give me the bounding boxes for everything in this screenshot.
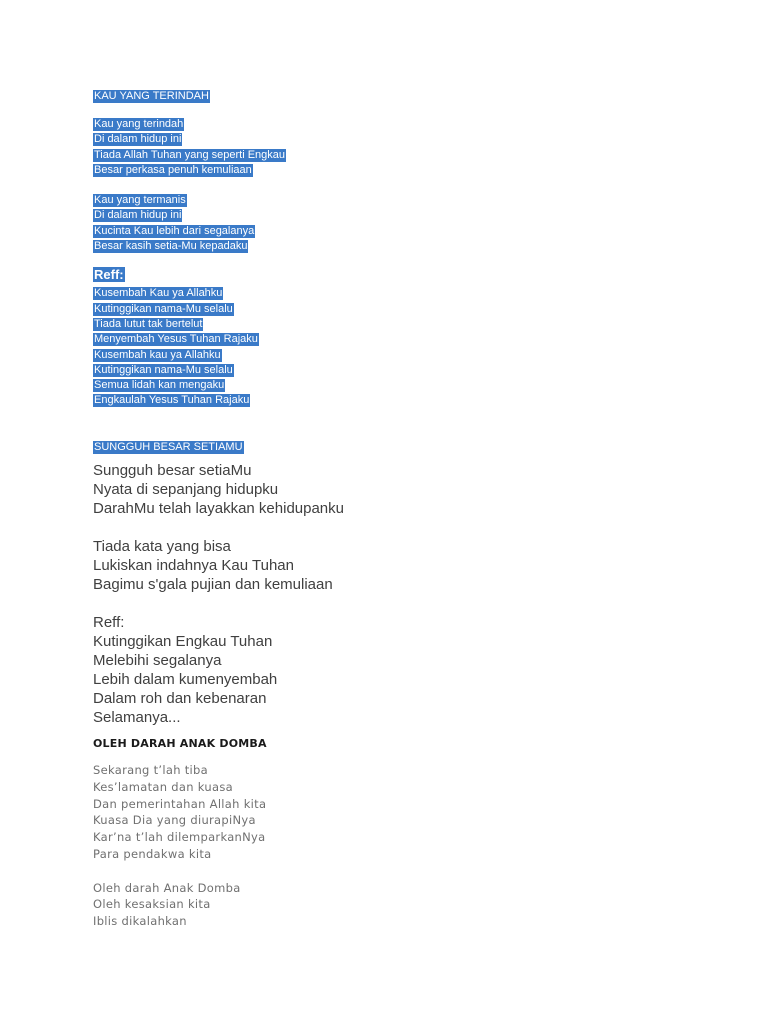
song-1-title: KAU YANG TERINDAH xyxy=(94,90,209,102)
song-2-title: SUNGGUH BESAR SETIAMU xyxy=(94,441,243,453)
lyric-line: Kuasa Dia yang diurapiNya xyxy=(93,813,256,828)
lyric-line: Bagimu s'gala pujian dan kemuliaan xyxy=(93,576,333,593)
reff-label: Reff: xyxy=(94,267,124,283)
lyric-line: Melebihi segalanya xyxy=(93,652,222,669)
lyric-line: Tiada lutut tak bertelut xyxy=(94,317,203,330)
lyric-line: DarahMu telah layakkan kehidupanku xyxy=(93,500,344,517)
lyric-line: Di dalam hidup ini xyxy=(94,209,182,222)
lyric-line: Kutinggikan nama-Mu selalu xyxy=(94,302,233,315)
song-3-title: OLEH DARAH ANAK DOMBA xyxy=(93,737,267,750)
song-2 xyxy=(93,461,344,727)
lyric-line: Oleh darah Anak Domba xyxy=(93,880,241,895)
lyric-line: Selamanya... xyxy=(93,709,181,726)
reff-label: Reff: xyxy=(93,614,125,631)
lyric-line: Kucinta Kau lebih dari segalanya xyxy=(94,224,255,237)
lyric-line: Nyata di sepanjang hidupku xyxy=(93,481,279,498)
lyric-line: Sungguh besar setiaMu xyxy=(93,462,252,479)
lyric-line: Kes’lamatan dan kuasa xyxy=(93,779,233,794)
lyric-line: Dan pemerintahan Allah kita xyxy=(93,796,267,811)
lyric-line: Menyembah Yesus Tuhan Rajaku xyxy=(94,333,258,346)
lyric-line: Kau yang terindah xyxy=(94,118,184,130)
lyric-line: Tiada Allah Tuhan yang seperti Engkau xyxy=(94,148,286,161)
lyric-line: Oleh kesaksian kita xyxy=(93,897,211,912)
lyric-line: Para pendakwa kita xyxy=(93,846,212,861)
lyric-line: Sekarang t’lah tiba xyxy=(93,763,209,777)
lyric-line: Lukiskan indahnya Kau Tuhan xyxy=(93,557,294,574)
lyric-line: Kusembah kau ya Allahku xyxy=(94,348,221,361)
lyric-line: Lebih dalam kumenyembah xyxy=(93,671,278,688)
lyric-line: Kutinggikan nama-Mu selalu xyxy=(94,363,233,376)
lyric-line: Kar’na t’lah dilemparkanNya xyxy=(93,830,266,845)
lyric-line: Kau yang termanis xyxy=(94,194,186,207)
lyric-line: Besar perkasa penuh kemuliaan xyxy=(94,163,252,176)
song-3 xyxy=(93,762,266,930)
lyric-line: Engkaulah Yesus Tuhan Rajaku xyxy=(94,394,250,407)
lyric-line: Dalam roh dan kebenaran xyxy=(93,690,267,707)
lyric-line: Besar kasih setia-Mu kepadaku xyxy=(94,240,248,253)
lyric-line: Iblis dikalahkan xyxy=(93,914,187,929)
lyric-line: Semua lidah kan mengaku xyxy=(94,379,225,392)
song-1 xyxy=(93,86,286,406)
lyric-line: Kutinggikan Engkau Tuhan xyxy=(93,633,273,650)
lyric-line: Tiada kata yang bisa xyxy=(93,538,231,555)
lyric-line: Di dalam hidup ini xyxy=(94,133,182,146)
lyric-line: Kusembah Kau ya Allahku xyxy=(94,287,223,300)
